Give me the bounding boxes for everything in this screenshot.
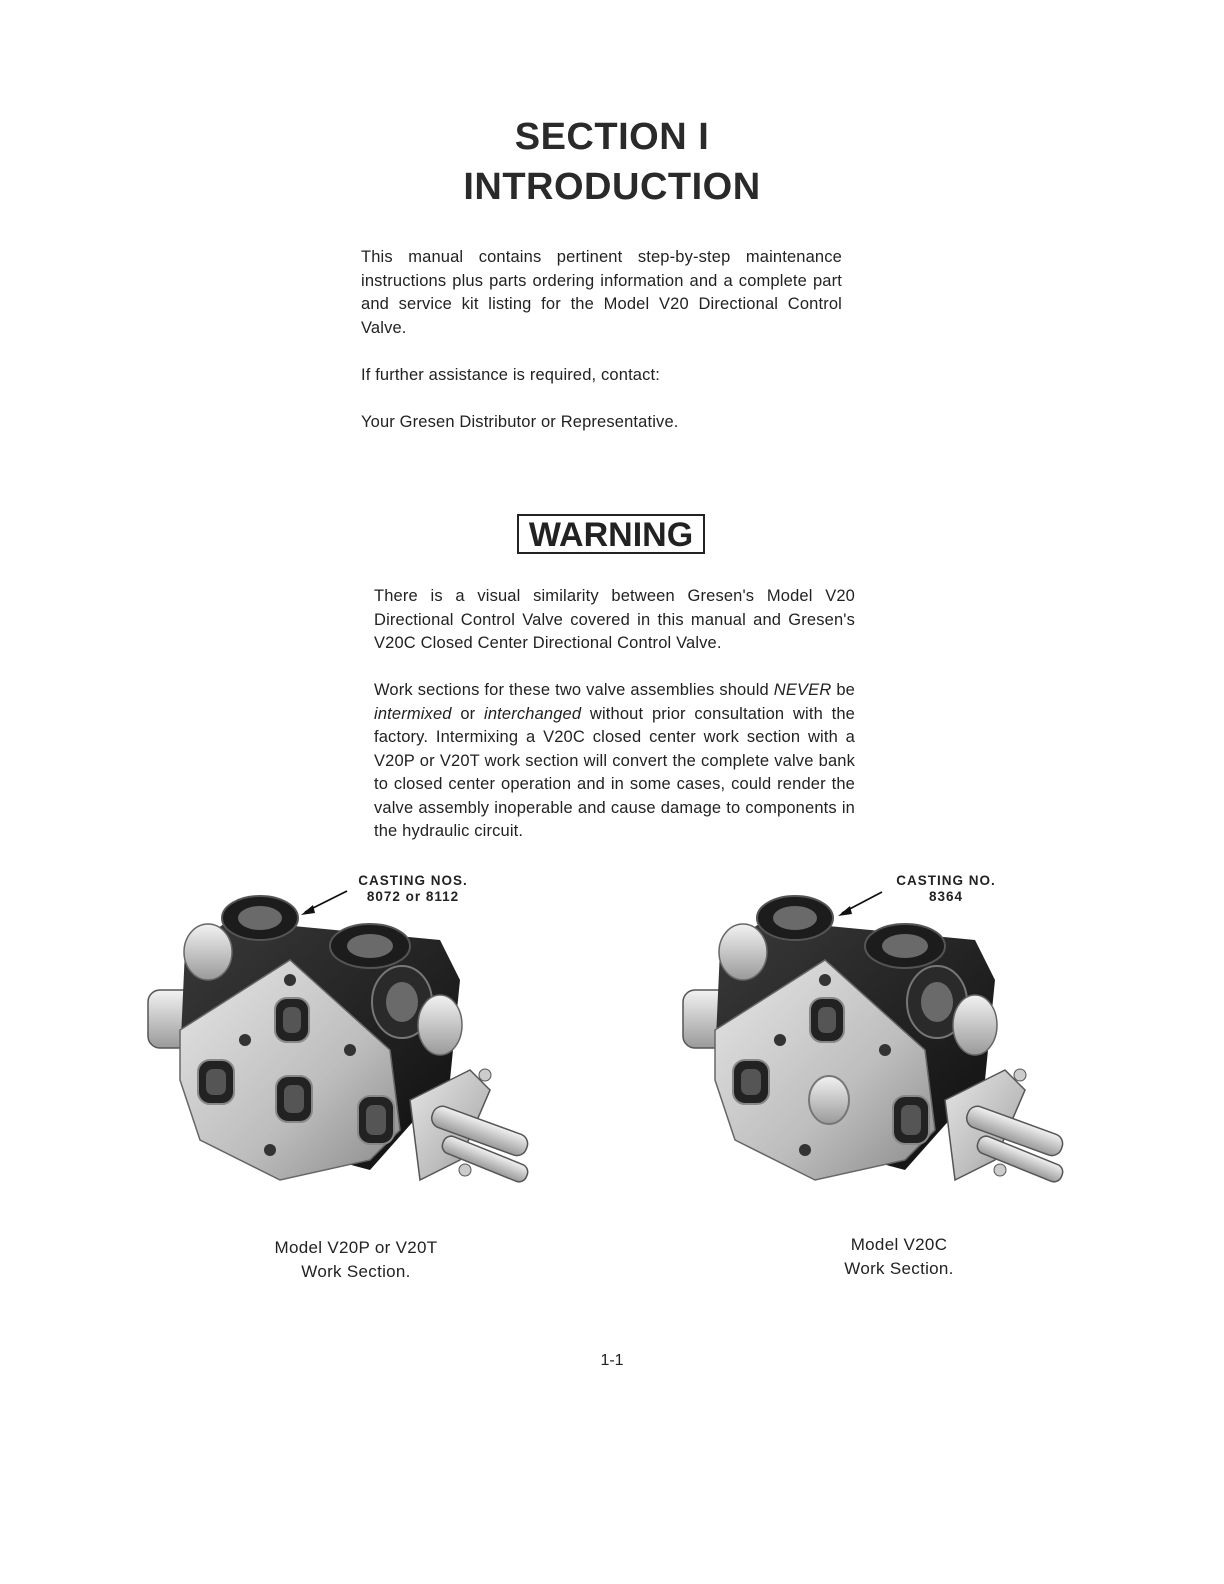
page-number: 1-1 — [600, 1352, 624, 1369]
right-caption-line2: Work Section. — [844, 1259, 954, 1278]
right-callout-line1: CASTING NO. — [896, 873, 996, 888]
assistance-paragraph: If further assistance is required, contact: — [361, 366, 661, 384]
left-callout-line2: 8072 or 8112 — [366, 889, 460, 904]
right-caption-line1: Model V20C — [850, 1235, 948, 1254]
intro-paragraph: This manual contains pertinent step-by-step maintenance instructions plus parts ordering information and a complete part and service kit listing for the Model V20 Directional Control Valve. — [361, 248, 842, 337]
right-figure-caption — [769, 1233, 1029, 1281]
contact-paragraph: Your Gresen Distributor or Representative. — [361, 413, 679, 431]
section-heading: SECTION I — [514, 116, 710, 158]
right-callout-line2: 8364 — [928, 889, 964, 904]
warning-text-b: be — [831, 681, 855, 699]
warning-text-c: or — [451, 704, 484, 723]
valve-v20c-illustration — [675, 880, 1085, 1210]
warning-text-d: without prior consultation with the factory. Intermixing a V20C closed center work section with a V20P or V20T work section will convert the complete valve bank to closed center operation and in some cases, could render the valve assembly inoperable and cause damage to components in the hydraulic circuit. — [374, 704, 855, 840]
left-callout-arrow — [295, 885, 355, 920]
valve-v20p-illustration — [140, 880, 550, 1210]
warning-paragraph-2 — [374, 679, 855, 844]
left-figure-caption — [226, 1236, 486, 1284]
left-caption-line2: Work Section. — [301, 1262, 411, 1281]
left-caption-line1: Model V20P or V20T — [274, 1238, 438, 1257]
right-callout-arrow — [832, 888, 892, 923]
warning-text-a: Work sections for these two valve assemblies should — [374, 681, 774, 699]
left-callout-line1: CASTING NOS. — [358, 873, 468, 888]
intermixed-emphasis: intermixed — [374, 704, 452, 723]
warning-paragraph-1: There is a visual similarity between Gresen's Model V20 Directional Control Valve covered in this manual and Gresen's V20C Closed Center Directional Control Valve. — [374, 587, 855, 652]
warning-label: WARNING — [517, 514, 705, 554]
never-emphasis: NEVER — [773, 681, 832, 699]
interchanged-emphasis: interchanged — [484, 704, 582, 723]
page-title: INTRODUCTION — [463, 166, 761, 208]
